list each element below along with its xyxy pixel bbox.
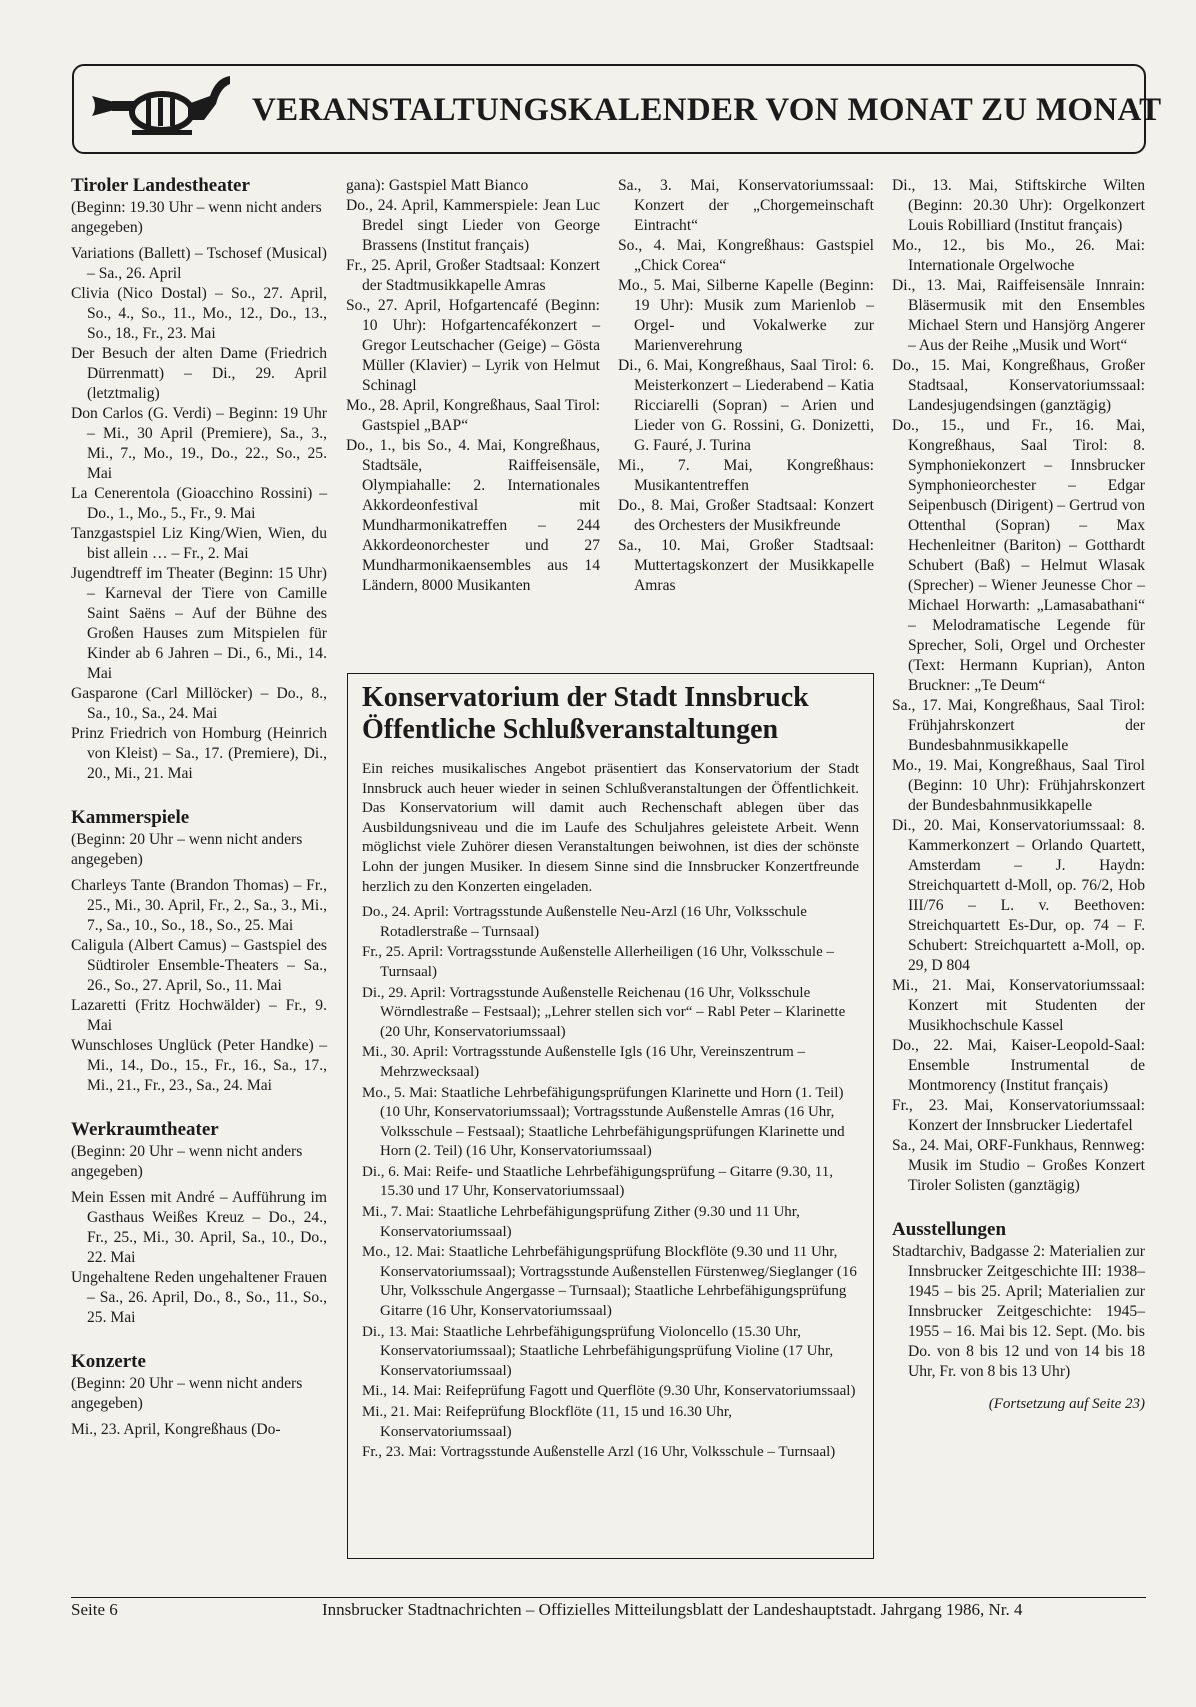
- konzerte-entry: Mo., 28. April, Kongreßhaus, Saal Tirol: Gastspiel „BAP“: [346, 397, 600, 434]
- column-3: [618, 176, 874, 596]
- konservatorium-title-line2: Öffentliche Schlußveranstaltungen: [362, 714, 779, 745]
- konservatorium-title: [362, 682, 859, 746]
- list-item: Mi., 7. Mai: Staatliche Lehrbefähigungsprüfung Zither (9.30 und 11 Uhr, Konservatoriumssaal): [362, 1204, 800, 1240]
- list-item: Mo., 5. Mai: Staatliche Lehrbefähigungsprüfungen Klarinette und Horn (1. Teil) (10 Uhr, Konservatoriumssaal); Vortragsstunde Außenstelle Amras (16 Uhr, Volksschule – Festsaal); Staatliche Lehrbefähigungsprüfungen Klarinette und Horn (2. Teil) (16 Uhr, Konservatoriumssaal): [362, 1084, 845, 1160]
- werkraum-entry: Ungehaltene Reden ungehaltener Frauen – Sa., 26. April, Do., 8., So., 11., So., 25. Mai: [71, 1269, 327, 1326]
- section-heading-kammerspiele: Kammerspiele: [71, 807, 190, 828]
- konzerte-entry: Do., 22. Mai, Kaiser-Leopold-Saal: Ensemble Instrumental de Montmorency (Institut français): [892, 1037, 1145, 1094]
- theater-entry: Gasparone (Carl Millöcker) – Do., 8., Sa., 10., Sa., 24. Mai: [71, 685, 327, 722]
- konzerte-entry: So., 4. Mai, Kongreßhaus: Gastspiel „Chick Corea“: [618, 237, 874, 274]
- konzerte-entry: Di., 20. Mai, Konservatoriumssaal: 8. Kammerkonzert – Orlando Quartett, Amsterdam – J. Haydn: Streichquartett d-Moll, op. 76/2, Hob III/76 – L. v. Beethoven: Streichquartett Es-Dur, op. 74 – F. Schubert: Streichquartett a-Moll, op. 29, D 804: [892, 817, 1145, 974]
- konzerte-entry: gana): Gastspiel Matt Bianco: [346, 177, 529, 194]
- konzerte-entry: Do., 24. April, Kammerspiele: Jean Luc Bredel singt Lieder von George Brassens (Institut français): [346, 197, 600, 254]
- kammerspiele-info: (Beginn: 20 Uhr – wenn nicht anders angegeben): [71, 831, 303, 868]
- konzerte-entry: Mo., 19. Mai, Kongreßhaus, Saal Tirol (Beginn: 10 Uhr): Frühjahrskonzert der Bundesbahnmusikkapelle: [892, 757, 1145, 814]
- calendar-title: VERANSTALTUNGSKALENDER VON MONAT ZU MONAT: [252, 92, 1162, 128]
- theater-info: (Beginn: 19.30 Uhr – wenn nicht anders angegeben): [71, 199, 322, 236]
- konzerte-entry: Do., 8. Mai, Großer Stadtsaal: Konzert des Orchesters der Musikfreunde: [618, 497, 874, 534]
- konservatorium-title-line1: Konservatorium der Stadt Innsbruck: [362, 682, 809, 713]
- konzerte-entry: Sa., 24. Mai, ORF-Funkhaus, Rennweg: Musik im Studio – Großes Konzert Tiroler Solisten (ganztägig): [892, 1137, 1145, 1194]
- section-heading-ausstellungen: Ausstellungen: [892, 1219, 1007, 1240]
- kammerspiele-entry: Wunschloses Unglück (Peter Handke) – Mi., 14., Do., 15., Fr., 16., Sa., 17., Mi., 21., Fr., 23., Sa., 24. Mai: [71, 1037, 327, 1094]
- konzerte-entry: Mi., 23. April, Kongreßhaus (Do-: [71, 1421, 281, 1438]
- konservatorium-box: [347, 673, 874, 1559]
- konzerte-entry: Sa., 10. Mai, Großer Stadtsaal: Muttertagskonzert der Musikkapelle Amras: [618, 537, 874, 594]
- section-heading-werkraum: Werkraumtheater: [71, 1119, 219, 1140]
- konzerte-entry: Mo., 12., bis Mo., 26. Mai: Internationale Orgelwoche: [892, 237, 1145, 274]
- konzerte-info: (Beginn: 20 Uhr – wenn nicht anders angegeben): [71, 1375, 303, 1412]
- konservatorium-list: [362, 903, 859, 1463]
- list-item: Fr., 23. Mai: Vortragsstunde Außenstelle Arzl (16 Uhr, Volksschule – Turnsaal): [362, 1444, 836, 1461]
- list-item: Mo., 12. Mai: Staatliche Lehrbefähigungsprüfung Blockflöte (9.30 und 11 Uhr, Konservatoriumssaal); Vortragsstunde Außenstellen Fürstenweg/Sieglanger (16 Uhr, Volksschule Angergasse – Turnsaal); Staatliche Lehrbefähigungsprüfung Gitarre (16 Uhr, Konservatoriumssaal): [362, 1244, 857, 1320]
- konzerte-entry: Di., 13. Mai, Stiftskirche Wilten (Beginn: 20.30 Uhr): Orgelkonzert Louis Robilliard (Institut français): [892, 177, 1145, 234]
- column-2: [346, 176, 600, 596]
- konzerte-entry: Di., 6. Mai, Kongreßhaus, Saal Tirol: 6. Meisterkonzert – Liederabend – Katia Ricciarelli (Sopran) – Arien und Lieder von G. Rossini, G. Donizetti, G. Fauré, J. Turina: [618, 357, 874, 454]
- konzerte-entry: Do., 1., bis So., 4. Mai, Kongreßhaus, Stadtsäle, Raiffeisensäle, Olympiahalle: 2. Internationales Akkordeonfestival mit Mundharmonikatreffen – 244 Akkordeonorchester und 27 Mundharmonikaensembles aus 14 Ländern, 8000 Musikanten: [346, 437, 600, 594]
- konzerte-entry: Mo., 5. Mai, Silberne Kapelle (Beginn: 19 Uhr): Musik zum Marienlob – Orgel- und Vokalwerke zur Marienverehrung: [618, 277, 874, 354]
- kammerspiele-entry: Lazaretti (Fritz Hochwälder) – Fr., 9. Mai: [71, 997, 327, 1034]
- werkraum-entry: Mein Essen mit André – Aufführung im Gasthaus Weißes Kreuz – Do., 24., Fr., 25., Mi., 30. April, Sa., 10., Do., 22. Mai: [71, 1189, 327, 1266]
- ausstellungen-entry: Stadtarchiv, Badgasse 2: Materialien zur Innsbrucker Zeitgeschichte III: 1938–1945 – bis 25. April; Materialien zur Innsbrucker Zeitgeschichte: 1945–1955 – 16. Mai bis 12. Sept. (Mo. bis Do. von 8 bis 12 und von 14 bis 18 Uhr, Fr. von 8 bis 13 Uhr): [892, 1243, 1145, 1380]
- konzerte-entry: Mi., 21. Mai, Konservatoriumssaal: Konzert mit Studenten der Musikhochschule Kassel: [892, 977, 1145, 1034]
- konzerte-entry: Fr., 25. April, Großer Stadtsaal: Konzert der Stadtmusikkapelle Amras: [346, 257, 600, 294]
- footer-divider: [71, 1597, 1146, 1598]
- theater-entry: Variations (Ballett) – Tschosef (Musical) – Sa., 26. April: [71, 245, 327, 282]
- konzerte-entry: So., 27. April, Hofgartencafé (Beginn: 10 Uhr): Hofgartencafékonzert – Gregor Leutschacher (Geige) – Gösta Müller (Klavier) – Lyrik von Helmut Schinagl: [346, 297, 600, 394]
- list-item: Mi., 21. Mai: Reifeprüfung Blockflöte (11, 15 und 16.30 Uhr, Konservatoriumssaal): [362, 1404, 733, 1440]
- header-box: [72, 64, 1162, 154]
- konzerte-entry: Mi., 7. Mai, Kongreßhaus: Musikantentreffen: [618, 457, 874, 494]
- theater-entry: Tanzgastspiel Liz King/Wien, Wien, du bist allein … – Fr., 2. Mai: [71, 525, 327, 562]
- werkraum-info: (Beginn: 20 Uhr – wenn nicht anders angegeben): [71, 1143, 303, 1180]
- section-heading-theater: Tiroler Landestheater: [71, 175, 250, 196]
- footer-publication: Innsbrucker Stadtnachrichten – Offizielles Mitteilungsblatt der Landeshauptstadt. Jahrgang 1986, Nr. 4: [322, 1600, 1023, 1619]
- konzerte-entry: Fr., 23. Mai, Konservatoriumssaal: Konzert der Innsbrucker Liedertafel: [892, 1097, 1145, 1134]
- continued-note: (Fortsetzung auf Seite 23): [988, 1396, 1145, 1412]
- konzerte-entry: Do., 15. Mai, Kongreßhaus, Großer Stadtsaal, Konservatoriumssaal: Landesjugendsingen (ganztägig): [892, 357, 1145, 414]
- kammerspiele-entry: Caligula (Albert Camus) – Gastspiel des Südtiroler Ensemble-Theaters – Sa., 26., So., 27. April, So., 11. Mai: [71, 937, 327, 994]
- konzerte-entry: Do., 15., und Fr., 16. Mai, Kongreßhaus, Saal Tirol: 8. Symphoniekonzert – Innsbrucker Symphonieorchester – Edgar Seipenbusch (Dirigent) – Gertrud von Ottenthal (Sopran) – Max Hechenleitner (Bariton) – Gotthardt Schubert (Baß) – Helmut Wlasak (Sprecher) – Wiener Jeunesse Chor – Michael Horwarth: „Lamasabathani“ – Melodramatische Legende für Sprecher, Soli, Orgel und Orchester (Text: Hermann Kuprian), Anton Bruckner: „Te Deum“: [892, 417, 1145, 694]
- konzerte-entry: Di., 13. Mai, Raiffeisensäle Innrain: Bläsermusik mit den Ensembles Michael Stern und Hansjörg Angerer – Aus der Reihe „Musik und Wort“: [892, 277, 1145, 354]
- trumpet-logo-icon: [84, 74, 234, 146]
- theater-entry: Don Carlos (G. Verdi) – Beginn: 19 Uhr – Mi., 30 April (Premiere), Sa., 3., Mi., 7., Mo., 19., Do., 22., So., 25. Mai: [71, 405, 327, 482]
- list-item: Do., 24. April: Vortragsstunde Außenstelle Neu-Arzl (16 Uhr, Volksschule Rotadlerstraße – Turnsaal): [362, 904, 807, 940]
- list-item: Fr., 25. April: Vortragsstunde Außenstelle Allerheiligen (16 Uhr, Volksschule – Turnsaal): [362, 944, 835, 980]
- theater-entry: Der Besuch der alten Dame (Friedrich Dürrenmatt) – Di., 29. April (letztmalig): [71, 345, 327, 402]
- theater-entry: Jugendtreff im Theater (Beginn: 15 Uhr) – Karneval der Tiere von Camille Saint Saëns – Auf der Bühne des Großen Hauses zum Mitspielen für Kinder ab 6 Jahren – Di., 6., Mi., 14. Mai: [71, 565, 327, 682]
- theater-entry: La Cenerentola (Gioacchino Rossini) – Do., 1., Mo., 5., Fr., 9. Mai: [71, 485, 327, 522]
- theater-entry: Prinz Friedrich von Homburg (Heinrich von Kleist) – Sa., 17. (Premiere), Di., 20., Mi., 21. Mai: [71, 725, 327, 782]
- list-item: Di., 29. April: Vortragsstunde Außenstelle Reichenau (16 Uhr, Volksschule Wörndlestraße – Festsaal); „Lehrer stellen sich vor“ – Rabl Peter – Klarinette (20 Uhr, Konservatoriumssaal): [362, 984, 846, 1040]
- konservatorium-intro: Ein reiches musikalisches Angebot präsentiert das Konservatorium der Stadt Innsbruck auch heuer wieder in seinen Schlußveranstaltungen der Öffentlichkeit. Das Konservatorium will damit auch Rechenschaft ablegen über das Ausbildungsniveau und die im Laufe des Schuljahres geleistete Arbeit. Wenn möglichst viele Zuhörer diesen Veranstaltungen beiwohnen, ist dies der schönste Lohn der jungen Musiker. In diesem Sinne sind die Innsbrucker Konzertfreunde herzlich zu den Konzerten eingeladen.: [362, 761, 859, 895]
- page-number: Seite 6: [71, 1600, 118, 1619]
- section-heading-konzerte: Konzerte: [71, 1351, 146, 1372]
- konzerte-entry: Sa., 3. Mai, Konservatoriumssaal: Konzert der „Chorgemeinschaft Eintracht“: [618, 177, 874, 234]
- column-1: [71, 176, 327, 1440]
- list-item: Mi., 14. Mai: Reifeprüfung Fagott und Querflöte (9.30 Uhr, Konservatoriumssaal): [362, 1383, 856, 1400]
- konzerte-entry: Sa., 17. Mai, Kongreßhaus, Saal Tirol: Frühjahrskonzert der Bundesbahnmusikkapelle: [892, 697, 1145, 754]
- column-4: [892, 176, 1145, 1414]
- list-item: Di., 6. Mai: Reife- und Staatliche Lehrbefähigungsprüfung – Gitarre (9.30, 11, 15.30 und 17 Uhr, Konservatoriumssaal): [362, 1163, 833, 1200]
- kammerspiele-entry: Charleys Tante (Brandon Thomas) – Fr., 25., Mi., 30. April, Fr., 2., Sa., 3., Mi., 7., Sa., 10., So., 18., So., 25. Mai: [71, 877, 327, 934]
- list-item: Di., 13. Mai: Staatliche Lehrbefähigungsprüfung Violoncello (15.30 Uhr, Konservatoriumssaal); Staatliche Lehrbefähigungsprüfung Violine (17 Uhr, Konservatoriumssaal): [362, 1323, 834, 1379]
- list-item: Mi., 30. April: Vortragsstunde Außenstelle Igls (16 Uhr, Vereinszentrum – Mehrzwecksaal): [362, 1044, 806, 1080]
- theater-entry: Clivia (Nico Dostal) – So., 27. April, So., 4., So., 11., Mo., 12., Do., 13., So., 18., Fr., 23. Mai: [71, 285, 327, 342]
